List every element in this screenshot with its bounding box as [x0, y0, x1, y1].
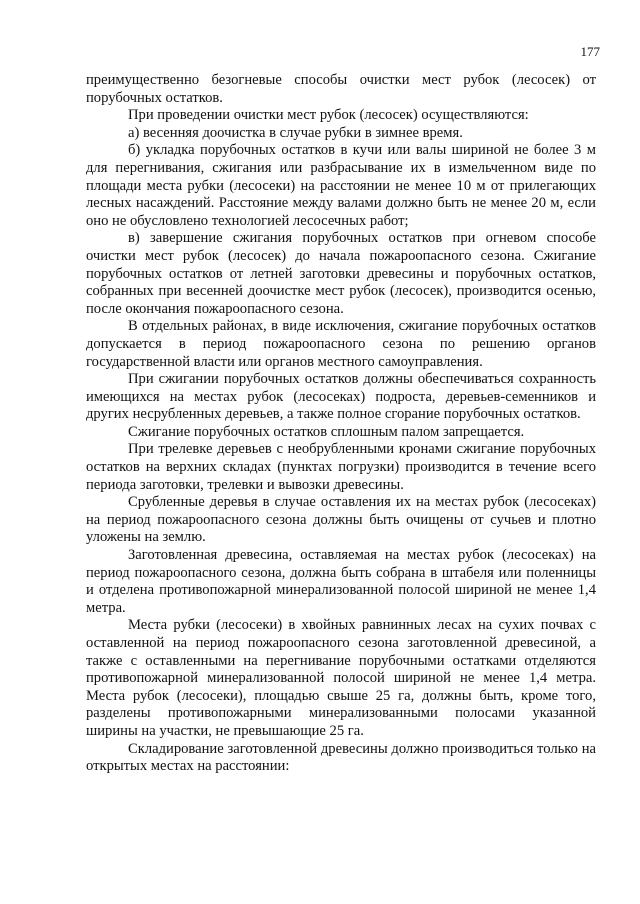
paragraph-safety: При сжигании порубочных остатков должны обеспечиваться сохранность имеющихся на местах рубок (лесосеках) подроста, деревьев-семенников и других несрубленных деревьев, а также полное сгорание порубочных остатков.: [86, 371, 596, 423]
paragraph-continuation: преимущественно безогневые способы очистки мест рубок (лесосек) от порубочных остатков.: [86, 72, 596, 106]
paragraph-exception: В отдельных районах, в виде исключения, сжигание порубочных остатков допускается в период пожароопасного сезона по решению органов государственной власти или органов местного самоуправления.: [86, 318, 596, 370]
paragraph-harvested-wood: Заготовленная древесина, оставляемая на местах рубок (лесосеках) на период пожароопасного сезона, должна быть собрана в штабеля или поленницы и отделена противопожарной минерализованной полосой шириной не менее 1,4 метра.: [86, 547, 596, 616]
page-number: 177: [580, 44, 600, 59]
list-item-b: б) укладка порубочных остатков в кучи или валы шириной не более 3 м для перегнивания, сжигания или разбрасывание их в измельченном виде по площади места рубки (лесосеки) на расстоянии не менее 10 м от прилегающих лесных насаждений. Расстояние между валами должно быть не менее 20 м, если оно не обусловлено технологией лесосечных работ;: [86, 142, 596, 229]
list-item-v: в) завершение сжигания порубочных остатков при огневом способе очистки мест рубок (лесосек) до начала пожароопасного сезона. Сжигание порубочных остатков от летней заготовки древесины и порубочных остатков, собранных при весенней доочистке мест рубок (лесосек), производится осенью, после окончания пожароопасного сезона.: [86, 230, 596, 317]
paragraph-prohibition: Сжигание порубочных остатков сплошным палом запрещается.: [128, 423, 525, 440]
paragraph-intro-list: При проведении очистки мест рубок (лесосек) осуществляются:: [128, 107, 529, 124]
list-item-a: а) весенняя доочистка в случае рубки в зимнее время.: [128, 124, 463, 141]
document-body: [86, 72, 596, 776]
paragraph-storage: Складирование заготовленной древесины должно производиться только на открытых местах на расстоянии:: [86, 740, 596, 775]
paragraph-coniferous-forests: Места рубки (лесосеки) в хвойных равнинных лесах на сухих почвах с оставленной на период пожароопасного сезона заготовленной древесиной, а также с оставленными на перегнивание порубочными остатками отделяются противопожарной минерализованной полосой шириной не менее 1,4 метра. Места рубок (лесосеки), площадью свыше 25 га, должны быть, кроме того, разделены противопожарными минерализованными полосами указанной ширины на участки, не превышающие 25 га.: [86, 617, 596, 739]
paragraph-felled-trees: Срубленные деревья в случае оставления их на местах рубок (лесосеках) на период пожароопасного сезона должны быть очищены от сучьев и плотно уложены на землю.: [86, 494, 596, 546]
paragraph-skidding: При трелевке деревьев с необрубленными кронами сжигание порубочных остатков на верхних складах (пунктах погрузки) производится в течение всего периода заготовки, трелевки и вывозки древесины.: [86, 441, 596, 493]
